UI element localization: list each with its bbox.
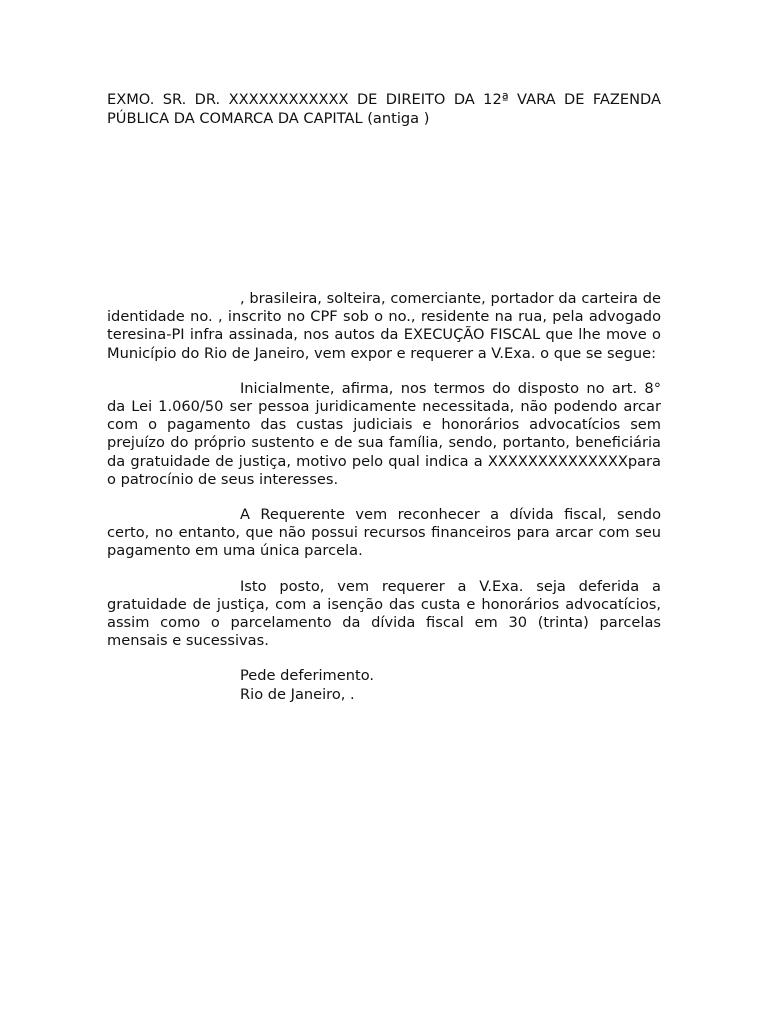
paragraph-debt-recognition: A Requerente vem reconhecer a dívida fiscal, sendo certo, no entanto, que não possui recursos financeiros para arcar com seu pagamento em uma única parcela.	[107, 506, 661, 560]
document-body	[107, 290, 661, 704]
closing-request: Pede deferimento.	[240, 667, 375, 685]
document-heading: EXMO. SR. DR. XXXXXXXXXXXX DE DIREITO DA 12ª VARA DE FAZENDA PÚBLICA DA COMARCA DA CAPITAL (antiga )	[107, 91, 661, 127]
closing-place-date: Rio de Janeiro, .	[240, 685, 355, 703]
document-page	[107, 90, 661, 704]
paragraph-qualification: , brasileira, solteira, comerciante, portador da carteira de identidade no. , inscrito no CPF sob o no., residente na rua, pela advogado teresina-PI infra assinada, nos autos da EXECUÇÃO FISCAL que lhe move o Município do Rio de Janeiro, vem expor e requerer a V.Exa. o que se segue:	[107, 290, 661, 362]
paragraph-request: Isto posto, vem requerer a V.Exa. seja deferida a gratuidade de justiça, com a isenção das custa e honorários advocatícios, assim como o parcelamento da dívida fiscal em 30 (trinta) parcelas mensais e sucessivas.	[107, 577, 661, 650]
paragraph-gratuity-claim: Inicialmente, afirma, nos termos do disposto no art. 8° da Lei 1.060/50 ser pessoa juridicamente necessitada, não podendo arcar com o pagamento das custas judiciais e honorários advocatícios sem prejuízo do próprio sustento e de sua família, sendo, portanto, beneficiária da gratuidade de justiça, motivo pelo qual indica a XXXXXXXXXXXXXXpara o patrocínio de seus interesses.	[107, 379, 661, 488]
